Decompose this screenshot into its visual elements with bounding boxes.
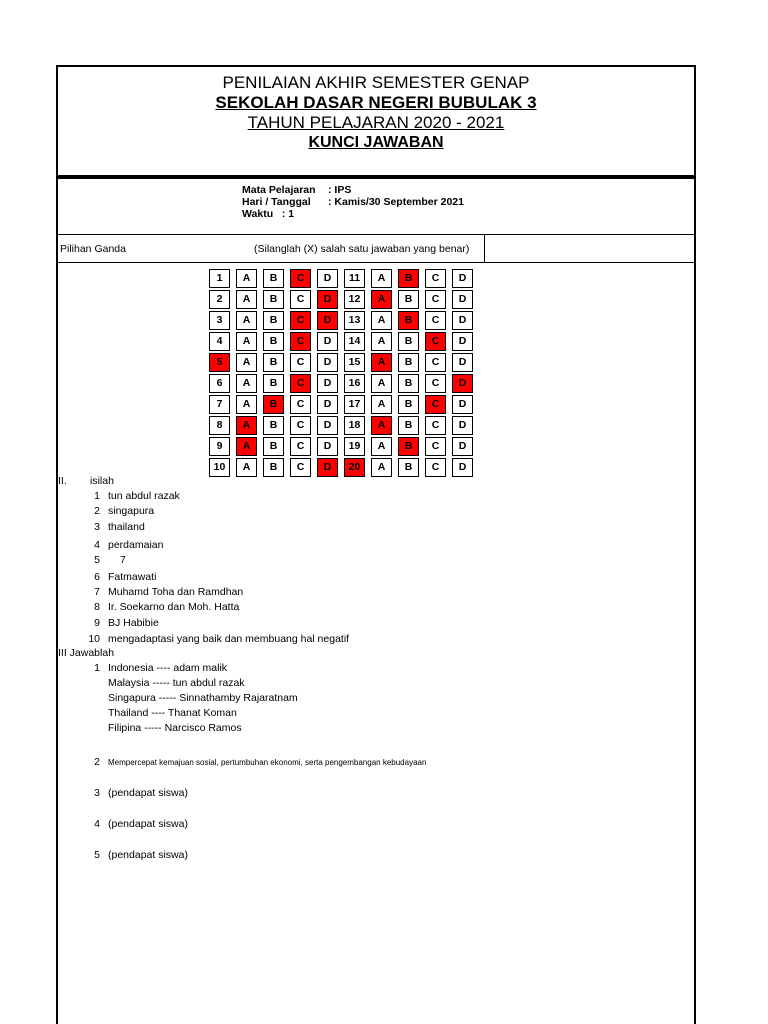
option-c-box: C: [290, 374, 311, 393]
option-b-box: B: [398, 458, 419, 477]
option-a-box: A: [236, 458, 257, 477]
section3-item-5: 5 (pendapat siswa): [94, 849, 188, 861]
option-c-box: C: [290, 416, 311, 435]
answer-key-row: [209, 268, 479, 289]
answer-key-row: [209, 457, 479, 478]
answer-key-row: [209, 394, 479, 415]
option-c-box: C: [425, 374, 446, 393]
option-c-box: C: [290, 437, 311, 456]
option-a-box: A: [371, 437, 392, 456]
option-d-box: D: [317, 374, 338, 393]
option-b-box: B: [398, 290, 419, 309]
option-d-box: D: [452, 374, 473, 393]
section2-item: 10 mengadaptasi yang baik dan membuang hal negatif: [88, 633, 350, 645]
section3-item-2: 2 Mempercepat kemajuan sosial, pertumbuhan ekonomi, serta pengembangan kebudayaan: [94, 756, 427, 768]
section2-item: 2 singapura: [94, 505, 155, 517]
question-number: 18: [344, 416, 365, 435]
option-a-box: A: [236, 290, 257, 309]
option-a-box: A: [371, 458, 392, 477]
option-a-box: A: [371, 269, 392, 288]
section1-instruction: (Silanglah (X) salah satu jawaban yang benar): [254, 243, 470, 255]
answer-key-row: [209, 289, 479, 310]
option-c-box: C: [290, 311, 311, 330]
section2-item: 8 Ir. Soekarno dan Moh. Hatta: [94, 601, 240, 613]
option-a-box: A: [371, 416, 392, 435]
section2-title: isilah: [90, 475, 114, 487]
question-number: 2: [209, 290, 230, 309]
option-b-box: B: [263, 458, 284, 477]
section-divider-top: [58, 234, 694, 235]
question-number: 10: [209, 458, 230, 477]
option-b-box: B: [263, 311, 284, 330]
section2-item: 5 7: [94, 554, 126, 566]
date-value: : Kamis/30 September 2021: [328, 196, 464, 208]
option-d-box: D: [452, 437, 473, 456]
option-d-box: D: [317, 458, 338, 477]
option-b-box: B: [263, 353, 284, 372]
option-b-box: B: [398, 374, 419, 393]
option-b-box: B: [398, 269, 419, 288]
option-b-box: B: [398, 416, 419, 435]
header-line-1: PENILAIAN AKHIR SEMESTER GENAP: [222, 73, 530, 92]
option-a-box: A: [236, 311, 257, 330]
section2-roman: II.: [58, 475, 67, 487]
option-a-box: A: [236, 395, 257, 414]
option-d-box: D: [452, 332, 473, 351]
question-number: 17: [344, 395, 365, 414]
option-d-box: D: [317, 332, 338, 351]
option-a-box: A: [371, 290, 392, 309]
column-separator: [484, 234, 485, 262]
option-a-box: A: [236, 332, 257, 351]
question-number: 7: [209, 395, 230, 414]
option-b-box: B: [398, 311, 419, 330]
section2-item: 4 perdamaian: [94, 539, 164, 551]
option-a-box: A: [236, 416, 257, 435]
subject-value: : IPS: [328, 184, 352, 196]
option-c-box: C: [425, 437, 446, 456]
option-a-box: A: [371, 374, 392, 393]
option-a-box: A: [371, 395, 392, 414]
date-label: Hari / Tanggal: [242, 196, 311, 208]
answer-key-row: [209, 331, 479, 352]
option-d-box: D: [452, 395, 473, 414]
question-number: 4: [209, 332, 230, 351]
exam-info: [242, 184, 464, 220]
option-c-box: C: [290, 353, 311, 372]
option-a-box: A: [236, 374, 257, 393]
option-c-box: C: [290, 290, 311, 309]
option-d-box: D: [452, 416, 473, 435]
option-c-box: C: [425, 290, 446, 309]
option-c-box: C: [425, 395, 446, 414]
option-d-box: D: [317, 395, 338, 414]
option-b-box: B: [263, 374, 284, 393]
section2-item: 7 Muhamd Toha dan Ramdhan: [94, 586, 244, 598]
answer-key-row: [209, 310, 479, 331]
option-a-box: A: [371, 311, 392, 330]
section2-item: 9 BJ Habibie: [94, 617, 159, 629]
option-c-box: C: [290, 332, 311, 351]
option-c-box: C: [425, 269, 446, 288]
option-c-box: C: [425, 332, 446, 351]
question-number: 11: [344, 269, 365, 288]
option-a-box: A: [236, 437, 257, 456]
option-d-box: D: [317, 437, 338, 456]
question-number: 20: [344, 458, 365, 477]
option-b-box: B: [263, 269, 284, 288]
question-number: 13: [344, 311, 365, 330]
answer-key-row: [209, 415, 479, 436]
option-c-box: C: [290, 395, 311, 414]
option-c-box: C: [425, 416, 446, 435]
document-header: [58, 67, 694, 177]
answer-sheet: [56, 65, 696, 1024]
option-c-box: C: [425, 353, 446, 372]
academic-year: TAHUN PELAJARAN 2020 - 2021: [247, 113, 505, 132]
option-d-box: D: [452, 311, 473, 330]
option-c-box: C: [290, 269, 311, 288]
section2-item: 6 Fatmawati: [94, 571, 157, 583]
option-d-box: D: [317, 311, 338, 330]
section1-title: Pilihan Ganda: [60, 243, 126, 255]
option-b-box: B: [398, 395, 419, 414]
option-a-box: A: [236, 353, 257, 372]
option-d-box: D: [317, 353, 338, 372]
option-d-box: D: [452, 353, 473, 372]
time-label: Waktu: [242, 208, 274, 220]
section3-item-3: 3 (pendapat siswa): [94, 787, 188, 799]
option-c-box: C: [425, 458, 446, 477]
header-divider: [58, 175, 694, 179]
section2-item: 1 tun abdul razak: [94, 490, 180, 502]
time-value: : 1: [281, 208, 295, 220]
question-number: 12: [344, 290, 365, 309]
section2-item: 3 thailand: [94, 521, 145, 533]
option-b-box: B: [263, 290, 284, 309]
question-number: 15: [344, 353, 365, 372]
answer-key-row: [209, 436, 479, 457]
option-d-box: D: [317, 269, 338, 288]
option-c-box: C: [290, 458, 311, 477]
option-d-box: D: [452, 290, 473, 309]
option-c-box: C: [425, 311, 446, 330]
option-d-box: D: [317, 416, 338, 435]
question-number: 16: [344, 374, 365, 393]
option-b-box: B: [263, 416, 284, 435]
option-d-box: D: [452, 269, 473, 288]
answer-key-grid: [209, 268, 479, 478]
question-number: 3: [209, 311, 230, 330]
question-number: 5: [209, 353, 230, 372]
answer-key-row: [209, 373, 479, 394]
option-b-box: B: [263, 395, 284, 414]
question-number: 9: [209, 437, 230, 456]
section3-item-4: 4 (pendapat siswa): [94, 818, 188, 830]
option-b-box: B: [398, 332, 419, 351]
subject-label: Mata Pelajaran: [242, 184, 316, 196]
option-a-box: A: [371, 332, 392, 351]
section3-title: III Jawablah: [58, 647, 115, 659]
option-a-box: A: [236, 269, 257, 288]
question-number: 14: [344, 332, 365, 351]
answer-key-row: [209, 352, 479, 373]
question-number: 19: [344, 437, 365, 456]
option-d-box: D: [452, 458, 473, 477]
option-b-box: B: [398, 437, 419, 456]
section3-item-1: 1 Indonesia ---- adam malik Malaysia ----- tun abdul razak Singapura ----- Sinnathamby Rajaratnam Thailand ---- Thanat Koman Filipina ----- Narcisco Ramos: [94, 662, 298, 734]
document-title: KUNCI JAWABAN: [308, 134, 444, 151]
option-b-box: B: [263, 332, 284, 351]
school-name: SEKOLAH DASAR NEGERI BUBULAK 3: [215, 93, 537, 112]
question-number: 8: [209, 416, 230, 435]
question-number: 6: [209, 374, 230, 393]
option-b-box: B: [398, 353, 419, 372]
option-a-box: A: [371, 353, 392, 372]
section-divider-bottom: [58, 262, 694, 263]
option-b-box: B: [263, 437, 284, 456]
option-d-box: D: [317, 290, 338, 309]
question-number: 1: [209, 269, 230, 288]
